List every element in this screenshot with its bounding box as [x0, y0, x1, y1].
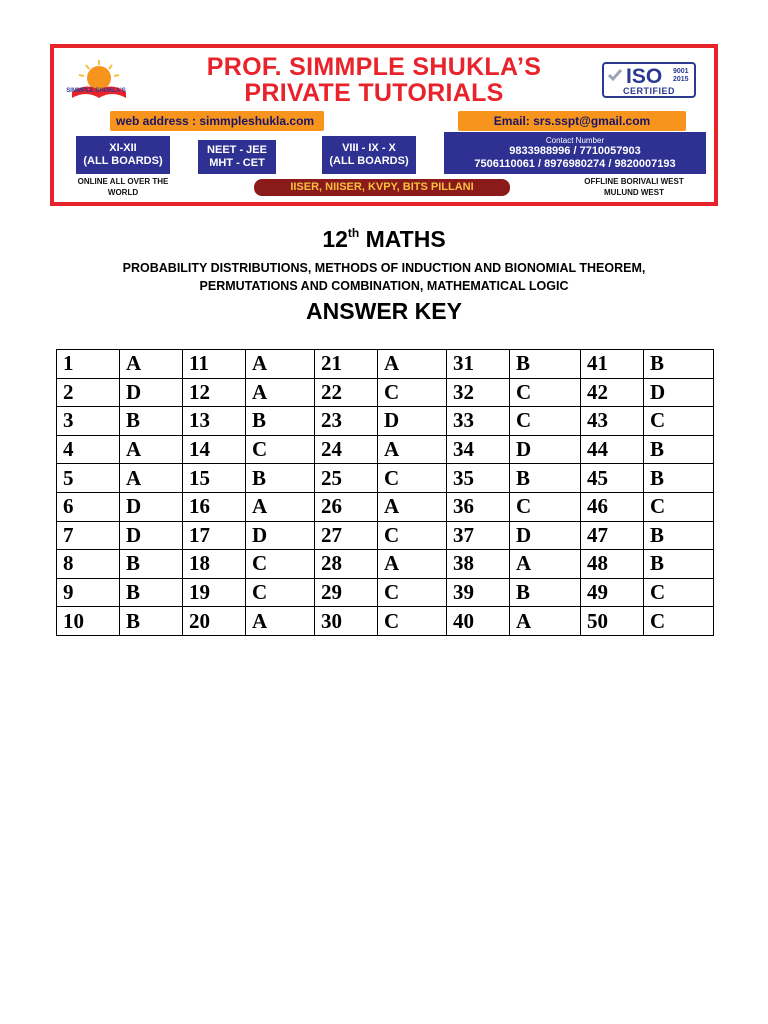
iso-standard-number: 9001 — [673, 68, 689, 75]
table-row — [57, 521, 714, 550]
answer-cell: D — [120, 492, 183, 521]
course-box-line: NEET - JEE — [207, 144, 267, 156]
question-number-cell: 24 — [315, 435, 378, 464]
institute-title — [144, 54, 604, 106]
answer-cell: A — [378, 350, 447, 379]
question-number-cell: 44 — [581, 435, 644, 464]
table-row — [57, 407, 714, 436]
answer-cell: C — [378, 578, 447, 607]
online-note-line: ONLINE ALL OVER THE — [77, 177, 169, 186]
answer-cell: D — [644, 378, 714, 407]
question-number-cell: 33 — [447, 407, 510, 436]
answer-cell: B — [510, 578, 581, 607]
question-number-cell: 20 — [183, 607, 246, 636]
contact-box — [444, 132, 706, 174]
answer-cell: B — [120, 578, 183, 607]
title-line-1: PROF. SIMMPLE SHUKLA’S — [206, 53, 542, 81]
answer-cell: B — [644, 435, 714, 464]
question-number-cell: 16 — [183, 492, 246, 521]
answer-cell: B — [120, 607, 183, 636]
answer-cell: D — [246, 521, 315, 550]
answer-cell: A — [246, 350, 315, 379]
question-number-cell: 31 — [447, 350, 510, 379]
question-number-cell: 5 — [57, 464, 120, 493]
answer-cell: A — [510, 550, 581, 579]
course-box-line: XI-XII — [109, 142, 137, 154]
answer-cell: C — [510, 378, 581, 407]
answer-cell: C — [644, 492, 714, 521]
answer-key-table — [56, 349, 714, 636]
question-number-cell: 15 — [183, 464, 246, 493]
question-number-cell: 18 — [183, 550, 246, 579]
question-number-cell: 1 — [57, 350, 120, 379]
course-title — [0, 226, 768, 253]
question-number-cell: 38 — [447, 550, 510, 579]
answer-cell: B — [644, 464, 714, 493]
question-number-cell: 25 — [315, 464, 378, 493]
answer-cell: A — [120, 350, 183, 379]
question-number-cell: 13 — [183, 407, 246, 436]
table-row — [57, 464, 714, 493]
question-number-cell: 28 — [315, 550, 378, 579]
online-note — [68, 176, 178, 198]
offline-note-line: OFFLINE BORIVALI WEST — [584, 177, 684, 186]
logo-caption: SIMMPLE SHUKLA'S — [66, 88, 126, 94]
question-number-cell: 32 — [447, 378, 510, 407]
question-number-cell: 46 — [581, 492, 644, 521]
question-number-cell: 41 — [581, 350, 644, 379]
answer-cell: C — [246, 550, 315, 579]
question-number-cell: 3 — [57, 407, 120, 436]
question-number-cell: 26 — [315, 492, 378, 521]
email-address: Email: srs.sspt@gmail.com — [458, 111, 686, 131]
question-number-cell: 42 — [581, 378, 644, 407]
offline-note-line: MULUND WEST — [604, 188, 664, 197]
question-number-cell: 21 — [315, 350, 378, 379]
course-box-line: VIII - IX - X — [342, 142, 396, 154]
question-number-cell: 23 — [315, 407, 378, 436]
answer-key-body — [57, 350, 714, 636]
answer-cell: C — [246, 578, 315, 607]
question-number-cell: 19 — [183, 578, 246, 607]
answer-cell: C — [644, 407, 714, 436]
check-icon — [608, 68, 622, 82]
question-number-cell: 2 — [57, 378, 120, 407]
question-number-cell: 22 — [315, 378, 378, 407]
online-note-line: WORLD — [107, 188, 139, 197]
course-subject: MATHS — [365, 226, 446, 252]
topics-line-2: PERMUTATIONS AND COMBINATION, MATHEMATICAL LOGIC — [199, 279, 569, 293]
contact-numbers-line-1: 9833988996 / 7710057903 — [509, 144, 641, 157]
answer-cell: A — [378, 435, 447, 464]
answer-cell: A — [120, 435, 183, 464]
answer-cell: C — [378, 607, 447, 636]
answer-cell: D — [378, 407, 447, 436]
question-number-cell: 10 — [57, 607, 120, 636]
question-number-cell: 29 — [315, 578, 378, 607]
answer-cell: B — [644, 521, 714, 550]
answer-cell: A — [378, 492, 447, 521]
question-number-cell: 36 — [447, 492, 510, 521]
answer-cell: C — [644, 607, 714, 636]
question-number-cell: 34 — [447, 435, 510, 464]
answer-cell: D — [120, 521, 183, 550]
topics-line-1: PROBABILITY DISTRIBUTIONS, METHODS OF INDUCTION AND BIONOMIAL THEOREM, — [122, 261, 646, 275]
table-row — [57, 607, 714, 636]
answer-key-heading: ANSWER KEY — [306, 298, 462, 324]
question-number-cell: 37 — [447, 521, 510, 550]
answer-cell: B — [246, 464, 315, 493]
iso-label: ISO — [626, 65, 663, 88]
answer-cell: C — [378, 378, 447, 407]
course-box-line: MHT - CET — [209, 157, 265, 169]
answer-cell: B — [510, 464, 581, 493]
iso-standard — [673, 68, 689, 84]
topics-list — [30, 259, 738, 295]
answer-cell: C — [510, 492, 581, 521]
question-number-cell: 27 — [315, 521, 378, 550]
question-number-cell: 30 — [315, 607, 378, 636]
answer-cell: B — [644, 350, 714, 379]
offline-note — [570, 176, 698, 198]
contact-label: Contact Number — [545, 135, 605, 145]
answer-cell: C — [378, 464, 447, 493]
iso-badge — [602, 62, 696, 98]
table-row — [57, 550, 714, 579]
contact-numbers-line-2: 7506110061 / 8976980274 / 9820007193 — [474, 157, 676, 170]
institutes-strip: IISER, NIISER, KVPY, BITS PILLANI — [254, 179, 510, 196]
question-number-cell: 6 — [57, 492, 120, 521]
course-number-suffix: th — [347, 226, 360, 240]
course-box-xi-xii — [76, 136, 170, 174]
question-number-cell: 17 — [183, 521, 246, 550]
answer-cell: D — [510, 521, 581, 550]
answer-cell: C — [510, 407, 581, 436]
table-row — [57, 578, 714, 607]
question-number-cell: 8 — [57, 550, 120, 579]
answer-cell: B — [246, 407, 315, 436]
table-row — [57, 378, 714, 407]
answer-cell: A — [246, 492, 315, 521]
answer-cell: C — [378, 521, 447, 550]
question-number-cell: 14 — [183, 435, 246, 464]
answer-cell: A — [246, 378, 315, 407]
answer-cell: B — [644, 550, 714, 579]
header-banner — [50, 44, 718, 206]
table-row — [57, 435, 714, 464]
question-number-cell: 4 — [57, 435, 120, 464]
question-number-cell: 12 — [183, 378, 246, 407]
iso-standard-year: 2015 — [673, 76, 689, 83]
course-box-neet-jee — [198, 140, 276, 174]
course-box-viii-x — [322, 136, 416, 174]
question-number-cell: 48 — [581, 550, 644, 579]
question-number-cell: 35 — [447, 464, 510, 493]
answer-cell: D — [120, 378, 183, 407]
web-address: web address : simmpleshukla.com — [110, 111, 324, 131]
question-number-cell: 50 — [581, 607, 644, 636]
question-number-cell: 43 — [581, 407, 644, 436]
answer-cell: B — [120, 407, 183, 436]
answer-cell: A — [510, 607, 581, 636]
answer-cell: A — [120, 464, 183, 493]
answer-cell: A — [378, 550, 447, 579]
answer-cell: A — [246, 607, 315, 636]
course-box-line: (ALL BOARDS) — [329, 155, 409, 167]
question-number-cell: 45 — [581, 464, 644, 493]
iso-certified-label: CERTIFIED — [622, 86, 675, 96]
question-number-cell: 47 — [581, 521, 644, 550]
answer-cell: B — [510, 350, 581, 379]
question-number-cell: 49 — [581, 578, 644, 607]
question-number-cell: 39 — [447, 578, 510, 607]
course-number: 12 — [322, 226, 348, 252]
table-row — [57, 492, 714, 521]
answer-cell: C — [246, 435, 315, 464]
course-box-line: (ALL BOARDS) — [83, 155, 163, 167]
answer-cell: D — [510, 435, 581, 464]
answer-cell: C — [644, 578, 714, 607]
answer-cell: B — [120, 550, 183, 579]
question-number-cell: 11 — [183, 350, 246, 379]
table-row — [57, 350, 714, 379]
question-number-cell: 9 — [57, 578, 120, 607]
question-number-cell: 40 — [447, 607, 510, 636]
title-line-2: PRIVATE TUTORIALS — [244, 79, 504, 107]
question-number-cell: 7 — [57, 521, 120, 550]
